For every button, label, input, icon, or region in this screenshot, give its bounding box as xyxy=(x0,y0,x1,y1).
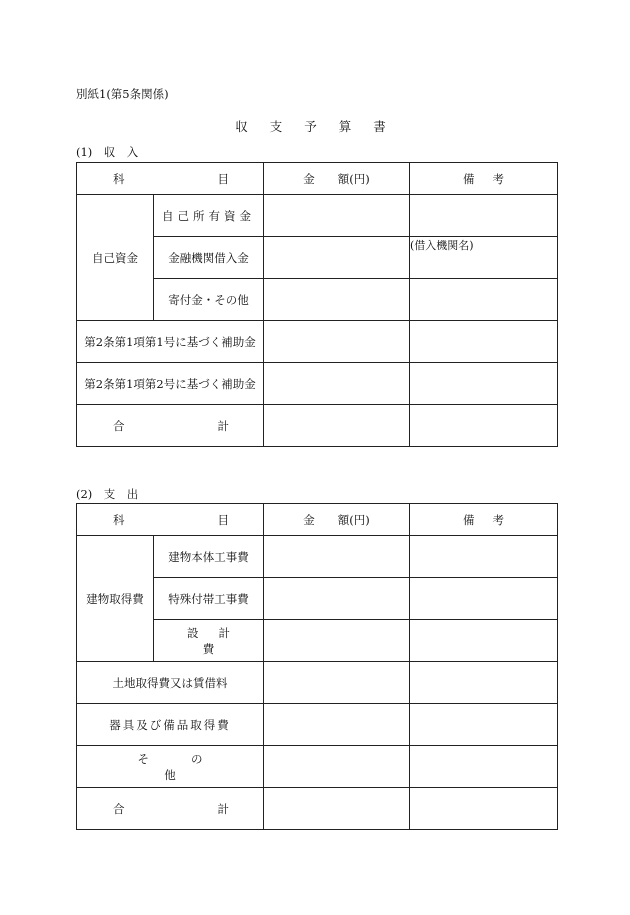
amount-cell[interactable] xyxy=(264,662,410,704)
amount-cell[interactable] xyxy=(264,405,410,447)
total-label-b: 計 xyxy=(217,801,229,816)
total-label-cell xyxy=(77,405,264,447)
header-item-b: 目 xyxy=(217,171,229,186)
total-label-cell xyxy=(77,788,264,830)
remarks-cell[interactable] xyxy=(410,788,558,830)
expense-header-row xyxy=(77,504,558,536)
table-row xyxy=(77,363,558,405)
header-amount: 金 額(円) xyxy=(264,163,410,195)
total-label-a: 合 xyxy=(113,418,125,433)
remarks-cell[interactable] xyxy=(410,321,558,363)
amount-cell[interactable] xyxy=(264,321,410,363)
income-sub-item: 金融機関借入金 xyxy=(154,237,264,279)
land-label: 土地取得費又は賃借料 xyxy=(77,662,264,704)
amount-cell[interactable] xyxy=(264,536,410,578)
lender-note[interactable]: (借入機関名) xyxy=(410,237,558,279)
income-header-row xyxy=(77,163,558,195)
amount-cell[interactable] xyxy=(264,237,410,279)
remarks-cell[interactable] xyxy=(410,662,558,704)
table-row xyxy=(77,536,558,578)
expense-table xyxy=(76,503,558,830)
income-table xyxy=(76,162,558,447)
header-item-a: 科 xyxy=(113,171,125,186)
other-label: その他 xyxy=(77,746,264,788)
amount-cell[interactable] xyxy=(264,704,410,746)
income-total-row xyxy=(77,405,558,447)
header-item-b: 目 xyxy=(217,512,229,527)
table-row xyxy=(77,321,558,363)
expense-sub-item: 特殊付帯工事費 xyxy=(154,578,264,620)
amount-cell[interactable] xyxy=(264,578,410,620)
expense-section-label: (2) 支 出 xyxy=(76,487,139,501)
expense-group-label: 建物取得費 xyxy=(77,536,154,662)
expense-sub-item: 建物本体工事費 xyxy=(154,536,264,578)
remarks-cell[interactable] xyxy=(410,536,558,578)
header-item-a: 科 xyxy=(113,512,125,527)
amount-cell[interactable] xyxy=(264,746,410,788)
table-row xyxy=(77,662,558,704)
header-remarks-b: 考 xyxy=(492,512,504,527)
income-sub-item: 自己所有資金 xyxy=(154,195,264,237)
remarks-cell[interactable] xyxy=(410,620,558,662)
total-label-b: 計 xyxy=(217,418,229,433)
attachment-label: 別紙1(第5条関係) xyxy=(76,87,169,101)
remarks-cell[interactable] xyxy=(410,363,558,405)
remarks-cell[interactable] xyxy=(410,746,558,788)
header-item-cell xyxy=(77,504,264,536)
expense-total-row xyxy=(77,788,558,830)
amount-cell[interactable] xyxy=(264,363,410,405)
header-remarks-a: 備 xyxy=(463,171,475,186)
table-row xyxy=(77,704,558,746)
expense-sub-item: 設計費 xyxy=(154,620,264,662)
header-remarks-b: 考 xyxy=(492,171,504,186)
subsidy-1-label: 第2条第1項第1号に基づく補助金 xyxy=(77,321,264,363)
header-amount: 金 額(円) xyxy=(264,504,410,536)
table-row xyxy=(77,195,558,237)
subsidy-2-label: 第2条第1項第2号に基づく補助金 xyxy=(77,363,264,405)
header-remarks-cell xyxy=(410,504,558,536)
amount-cell[interactable] xyxy=(264,788,410,830)
header-remarks-a: 備 xyxy=(463,512,475,527)
equipment-label: 器具及び備品取得費 xyxy=(77,704,264,746)
amount-cell[interactable] xyxy=(264,620,410,662)
remarks-cell[interactable] xyxy=(410,195,558,237)
page-title: 収 支 予 算 書 xyxy=(235,119,395,134)
remarks-cell[interactable] xyxy=(410,279,558,321)
income-section-label: (1) 収 入 xyxy=(76,145,139,159)
remarks-cell[interactable] xyxy=(410,704,558,746)
amount-cell[interactable] xyxy=(264,195,410,237)
table-row xyxy=(77,746,558,788)
income-sub-item: 寄付金・その他 xyxy=(154,279,264,321)
header-item-cell xyxy=(77,163,264,195)
remarks-cell[interactable] xyxy=(410,578,558,620)
amount-cell[interactable] xyxy=(264,279,410,321)
income-group-label: 自己資金 xyxy=(77,195,154,321)
total-label-a: 合 xyxy=(113,801,125,816)
remarks-cell[interactable] xyxy=(410,405,558,447)
header-remarks-cell xyxy=(410,163,558,195)
